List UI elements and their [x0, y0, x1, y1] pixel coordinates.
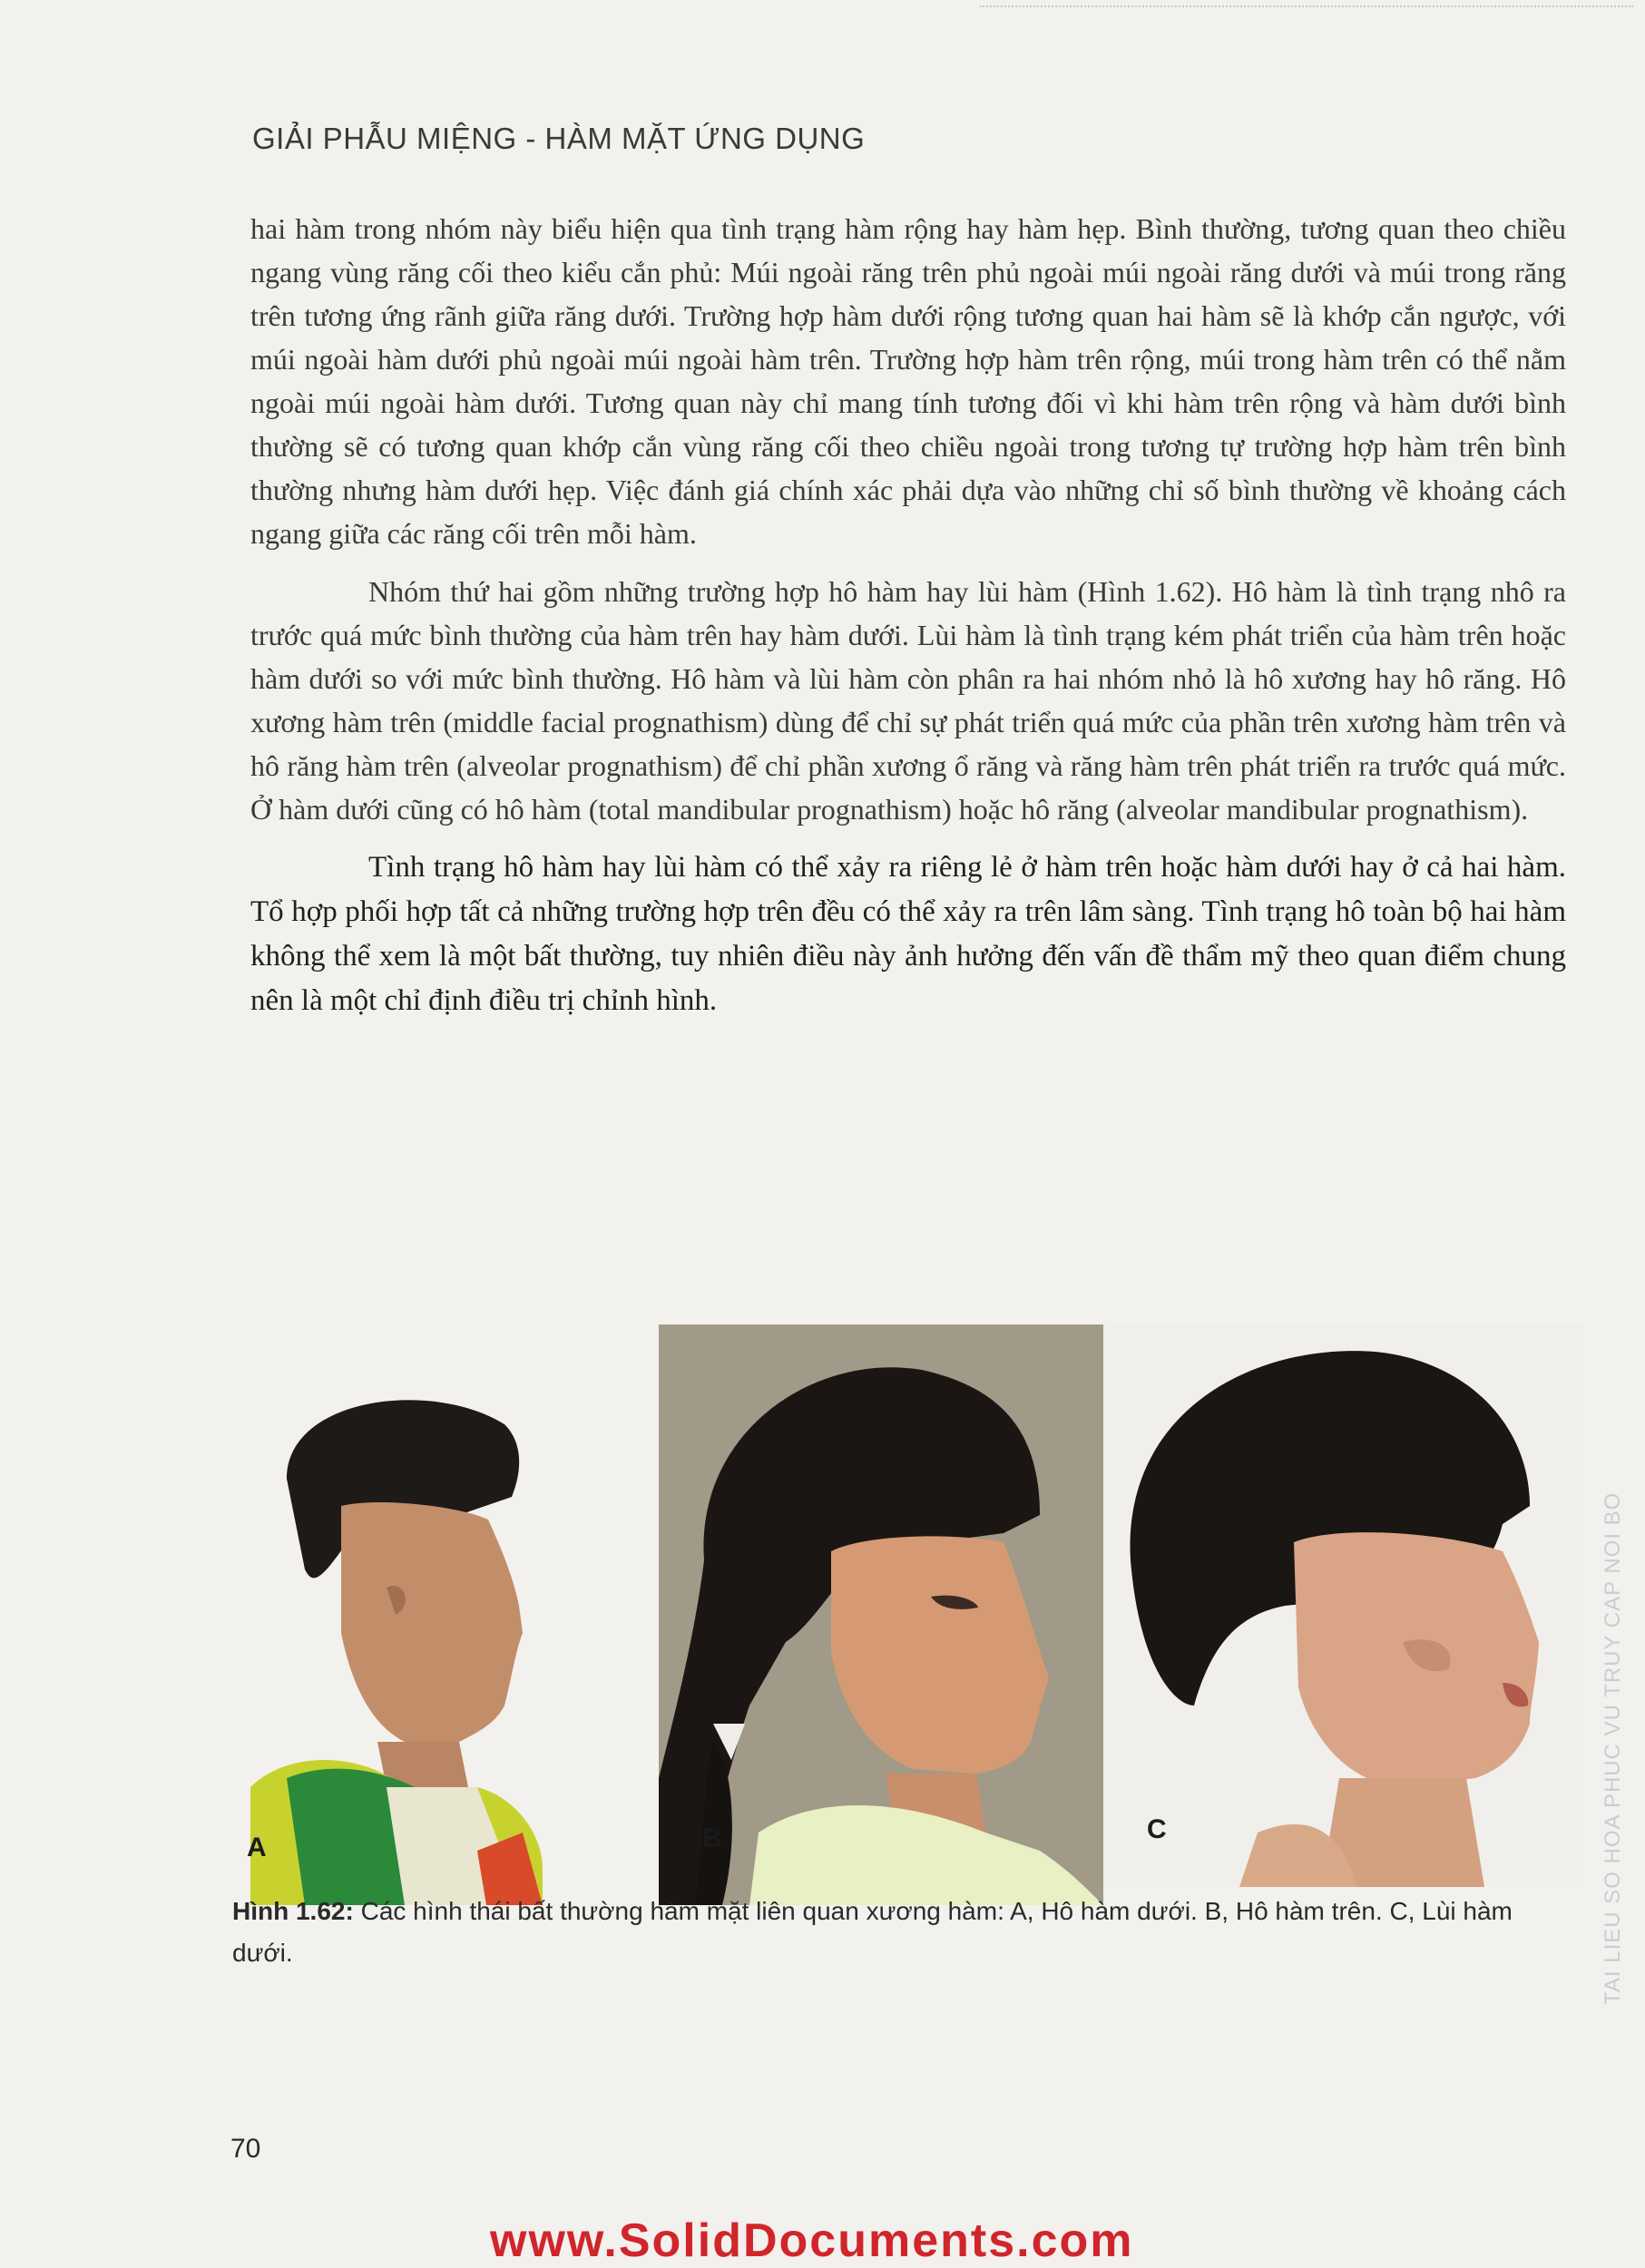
paragraph-2: Nhóm thứ hai gồm những trường hợp hô hàm hay lùi hàm (Hình 1.62). Hô hàm là tình trạng nhô ra trước quá mức bình thường của hàm trên hay hàm dưới. Lùi hàm là tình trạng kém phát triển của hàm trên hoặc hàm dưới so với mức bình thường. Hô hàm và lùi hàm còn phân ra hai nhóm nhỏ là hô xương hay hô răng. Hô xương hàm trên (middle facial prognathism) dùng để chỉ sự phát triển quá mức của phần trên xương hàm trên và hô răng hàm trên (alveolar prognathism) để chỉ phần xương ổ răng và răng hàm trên phát triển ra trước quá mức. Ở hàm dưới cũng có hô hàm (total mandibular prognathism) hoặc hô răng (alveolar mandibular prognathism).	[250, 575, 1566, 826]
panel-label-a: A	[247, 1833, 267, 1862]
paragraph-1: hai hàm trong nhóm này biểu hiện qua tình trạng hàm rộng hay hàm hẹp. Bình thường, tương quan theo chiều ngang vùng răng cối theo kiểu cắn phủ: Múi ngoài răng trên phủ ngoài múi ngoài răng dưới và múi trong răng trên tương ứng rãnh giữa răng dưới. Trường hợp hàm dưới rộng tương quan hai hàm sẽ là khớp cắn ngược, với múi ngoài hàm dưới phủ ngoài múi ngoài hàm trên. Trường hợp hàm trên rộng, múi trong hàm trên có thể nằm ngoài múi ngoài hàm dưới. Tương quan này chỉ mang tính tương đối vì khi hàm trên rộng và hàm dưới bình thường sẽ có tương quan khớp cắn vùng răng cối theo chiều ngoài trong tương tự trường hợp hàm trên bình thường nhưng hàm dưới hẹp. Việc đánh giá chính xác phải dựa vào những chỉ số bình thường về khoảng cách ngang giữa các răng cối trên mỗi hàm.	[250, 212, 1566, 550]
paragraph-3: Tình trạng hô hàm hay lùi hàm có thể xảy ra riêng lẻ ở hàm trên hoặc hàm dưới hay ở cả hai hàm. Tổ hợp phối hợp tất cả những trường hợp trên đều có thể xảy ra trên lâm sàng. Tình trạng hô toàn bộ hai hàm không thể xem là một bất thường, tuy nhiên điều này ảnh hưởng đến vấn đề thẩm mỹ theo quan điểm chung nên là một chỉ định điều trị chỉnh hình.	[250, 851, 1566, 1017]
footer-watermark	[490, 2214, 1180, 2268]
caption-text: Các hình thái bất thường hàm mặt liên quan xương hàm: A, Hô hàm dưới. B, Hô hàm trên. C, Lùi hàm dưới.	[232, 1897, 1513, 1967]
page-number: 70	[230, 2134, 261, 2164]
photo-a-profile	[250, 1361, 543, 1905]
photo-c-profile	[1103, 1325, 1584, 1887]
scan-artifact-specks	[980, 5, 1633, 16]
panel-label-b: B	[702, 1823, 722, 1853]
body-text	[250, 207, 1566, 1038]
figure-1-62	[0, 1325, 1645, 1905]
running-head: GIẢI PHẪU MIỆNG - HÀM MẶT ỨNG DỤNG	[252, 122, 866, 155]
caption-label: Hình 1.62:	[232, 1897, 354, 1925]
side-watermark: TAI LIEU SO HOA PHUC VU TRUY CAP NOI BO	[1601, 1491, 1625, 2005]
photo-b-profile	[659, 1325, 1103, 1905]
figure-caption	[232, 1891, 1575, 1974]
panel-label-c: C	[1147, 1814, 1167, 1844]
footer-watermark-text: www.SolidDocuments.com	[490, 2214, 1134, 2267]
